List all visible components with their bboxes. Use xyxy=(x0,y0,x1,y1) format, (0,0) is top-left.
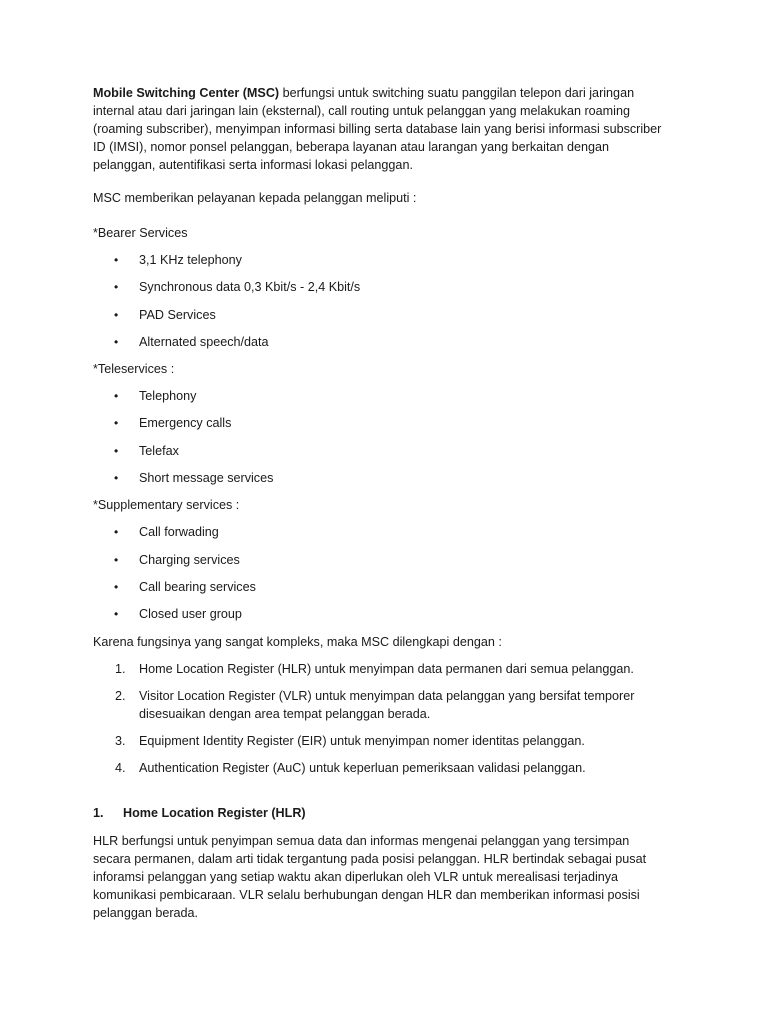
register-item xyxy=(93,732,663,750)
intro-paragraph xyxy=(93,84,663,174)
teleservices-list xyxy=(93,387,663,487)
bearer-heading: *Bearer Services xyxy=(93,226,188,240)
list-item: • Closed user group xyxy=(93,605,663,623)
register-item xyxy=(93,759,663,777)
list-item: • PAD Services xyxy=(93,306,663,324)
register-text: Visitor Location Register (VLR) untuk menyimpan data pelanggan yang bersifat temporer disesuaikan dengan area tempat pelanggan berada. xyxy=(139,688,635,721)
registers-list xyxy=(93,660,663,778)
hlr-section-title: Home Location Register (HLR) xyxy=(123,806,306,821)
list-item: • Alternated speech/data xyxy=(93,333,663,351)
list-item: • 3,1 KHz telephony xyxy=(93,251,663,269)
register-number: 4. xyxy=(115,761,126,776)
list-item: • Charging services xyxy=(93,551,663,569)
register-item xyxy=(93,687,663,723)
register-item xyxy=(93,660,663,678)
list-item: • Call forwading xyxy=(93,523,663,541)
register-text: Equipment Identity Register (EIR) untuk menyimpan nomer identitas pelanggan. xyxy=(139,734,585,749)
register-number: 1. xyxy=(115,661,126,676)
register-number: 3. xyxy=(115,734,126,749)
list-item: • Call bearing services xyxy=(93,578,663,596)
bearer-list xyxy=(93,251,663,351)
intro-bold-term: Mobile Switching Center (MSC) xyxy=(93,86,280,100)
intro-text: berfungsi untuk switching suatu panggilan telepon dari jaringan internal atau dari jaringan lain (eksternal), call routing untuk pelanggan yang melakukan roaming (roaming subscriber), menyimpan informasi billing serta database lain yang berisi informasi subscriber ID (IMSI), nomor ponsel pelanggan, beberapa layanan atau larangan yang berkaitan dengan pelanggan, autentifikasi serta informasi lokasi pelanggan. xyxy=(93,86,662,172)
services-lead: MSC memberikan pelayanan kepada pelanggan meliputi : xyxy=(93,191,417,205)
teleservices-heading: *Teleservices : xyxy=(93,362,175,377)
list-item: • Emergency calls xyxy=(93,414,663,432)
list-item: • Telephony xyxy=(93,387,663,405)
hlr-paragraph: HLR berfungsi untuk penyimpan semua data dan informas mengenai pelanggan yang tersimpan secara permanen, dalam arti tidak tergantung pada posisi pelanggan. HLR bertindak sebagai pusat inforamsi pelanggan yang setiap waktu akan diperlukan oleh VLR untuk merealisasi terjadinya komunikasi pembicaraan. VLR selalu berhubungan dengan HLR dan memberikan informasi posisi pelanggan berada. xyxy=(93,834,647,921)
document-page xyxy=(93,84,663,922)
register-number: 2. xyxy=(115,688,126,703)
registers-lead: Karena fungsinya yang sangat kompleks, maka MSC dilengkapi dengan : xyxy=(93,634,502,649)
hlr-section-number: 1. xyxy=(93,806,104,821)
hlr-section-heading xyxy=(93,804,663,822)
list-item: • Short message services xyxy=(93,469,663,487)
supplementary-list xyxy=(93,523,663,623)
supplementary-heading: *Supplementary services : xyxy=(93,498,240,513)
list-item: • Telefax xyxy=(93,442,663,460)
list-item: • Synchronous data 0,3 Kbit/s - 2,4 Kbit/s xyxy=(93,278,663,296)
register-text: Authentication Register (AuC) untuk keperluan pemeriksaan validasi pelanggan. xyxy=(139,761,586,776)
register-text: Home Location Register (HLR) untuk menyimpan data permanen dari semua pelanggan. xyxy=(139,661,634,676)
